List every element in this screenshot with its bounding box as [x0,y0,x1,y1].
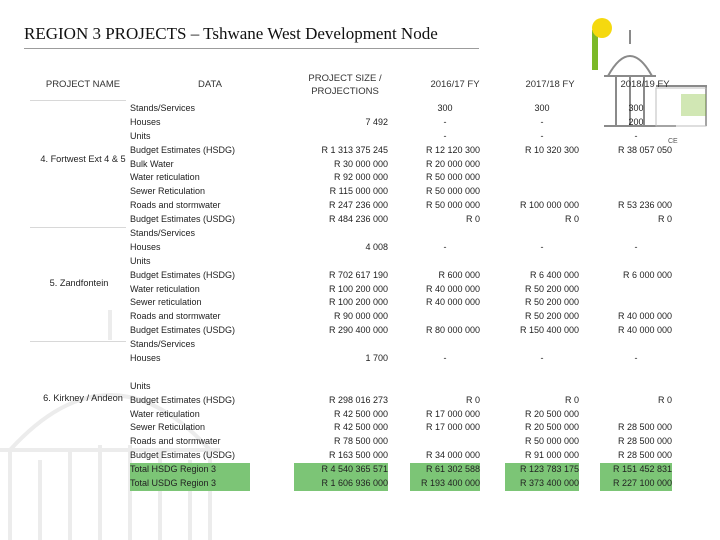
fy1-cell: R 61 302 588 [410,463,480,477]
data-labels-cell: Water reticulation [130,172,200,183]
fy1-cell: R 50 000 000 [425,172,480,183]
fy1-cell: R 17 000 000 [425,408,480,419]
group-divider [30,227,126,228]
fy3-cell [600,338,672,352]
fy2-cell: R 20 500 000 [524,422,579,433]
fy2-cell [505,185,579,199]
header-project-size: PROJECT SIZE / PROJECTIONS [308,73,382,97]
fy2-cell [505,227,579,241]
data-labels-cell: Budget Estimates (HSDG) [130,269,236,280]
fy1-cell [410,435,480,449]
fy2-cell: R 0 [564,214,579,225]
fy2-cell: - [540,116,544,127]
fy1-cell [410,310,480,324]
fy3-cell: R 151 452 831 [600,463,672,477]
fy3-cell: R 53 236 000 [617,200,672,211]
size-cell: R 42 500 000 [333,408,388,419]
header-fy-2018-19: 2018/19 FY [620,79,670,90]
data-labels-cell: Water reticulation [130,283,200,294]
data-labels-cell: Stands/Services [130,228,196,239]
size-cell: R 1 606 936 000 [294,477,388,491]
data-labels-cell: Sewer reticulation [130,297,202,308]
data-labels-cell: Roads and stormwater [130,311,221,322]
fy-2018-19-column [600,102,672,491]
size-cell: R 100 200 000 [328,297,388,308]
fy1-cell: R 17 000 000 [425,422,480,433]
size-cell: R 78 500 000 [333,436,388,447]
data-labels-cell: Houses [130,116,161,127]
size-cell: R 298 016 273 [328,394,388,405]
data-labels-cell: Budget Estimates (USDG) [130,325,236,336]
data-labels-cell: Budget Estimates (HSDG) [130,144,236,155]
size-cell: 1 700 [365,353,388,364]
fy3-cell [600,380,672,394]
fy3-cell [600,366,672,380]
fy3-cell: R 28 500 000 [617,436,672,447]
fy3-cell: R 40 000 000 [617,311,672,322]
project-kirkney-andeon: 6. Kirkney / Andeon [43,393,123,403]
fy-2016-17-column [410,102,480,491]
fy2-cell: R 50 200 000 [524,297,579,308]
size-cell: R 484 236 000 [328,214,388,225]
data-label-column [130,102,250,491]
size-cell [294,380,388,394]
size-cell: R 100 200 000 [328,283,388,294]
header-divider [30,100,126,101]
fy1-cell: R 50 000 000 [425,186,480,197]
data-labels-cell: Stands/Services [130,339,196,350]
fy3-cell: R 227 100 000 [600,477,672,491]
fy3-cell [600,255,672,269]
size-cell: 4 008 [365,241,388,252]
data-labels-cell: Budget Estimates (USDG) [130,214,236,225]
fy3-cell: R 0 [657,394,672,405]
fy3-cell [600,158,672,172]
fy3-cell: R 38 057 050 [617,144,672,155]
group-divider [30,341,126,342]
size-cell [294,255,388,269]
project-fortwest: 4. Fortwest Ext 4 & 5 [40,154,126,164]
fy2-cell: R 50 000 000 [524,436,579,447]
title-divider [24,48,479,49]
size-cell: 7 492 [365,116,388,127]
fy3-cell: 300 [628,103,644,113]
size-cell: R 115 000 000 [329,186,388,197]
fy1-cell: R 0 [465,214,480,225]
fy1-cell: R 80 000 000 [425,325,480,336]
fy3-cell: R 6 000 000 [622,269,672,280]
fy1-cell [410,338,480,352]
fy2-cell [505,255,579,269]
fy-2017-18-column [505,102,579,491]
data-labels-cell: Stands/Services [130,103,196,113]
fy1-cell: R 600 000 [438,269,480,280]
data-labels-cell: Roads and stormwater [130,436,221,447]
fy1-cell [410,227,480,241]
fy2-cell: R 150 400 000 [519,325,579,336]
fy2-cell [505,366,579,380]
fy3-cell: 200 [628,116,644,127]
fy2-cell [505,338,579,352]
logo-label: CE [668,138,678,145]
fy1-cell: 300 [437,103,453,113]
header-fy-2016-17: 2016/17 FY [430,79,480,90]
data-labels-cell: Units [130,130,151,141]
fy3-cell: R 28 500 000 [617,450,672,461]
data-labels-cell: Houses [130,353,161,364]
data-labels-cell: Water reticulation [130,408,200,419]
fy3-cell [600,283,672,297]
header-project-name: PROJECT NAME [45,79,121,90]
fy1-cell: R 34 000 000 [425,450,480,461]
project-size-column [294,102,388,491]
size-cell [294,338,388,352]
fy2-cell [505,158,579,172]
fy3-cell [600,296,672,310]
fy3-cell: R 0 [657,214,672,225]
fy2-cell: R 0 [564,394,579,405]
fy3-cell: R 28 500 000 [617,422,672,433]
size-cell [294,130,388,144]
header-data: DATA [198,79,222,90]
data-labels-cell: Units [130,255,151,266]
data-labels-cell: Bulk Water [130,158,174,169]
fy1-cell [410,366,480,380]
fy1-cell [410,255,480,269]
size-cell: R 42 500 000 [333,422,388,433]
fy2-cell [505,171,579,185]
fy3-cell: - [634,241,638,252]
size-cell [294,366,388,380]
fy2-cell: - [540,353,544,364]
fy1-cell: R 50 000 000 [425,200,480,211]
size-cell: R 247 236 000 [328,200,388,211]
fy2-cell: R 123 783 175 [505,463,579,477]
fy1-cell: - [443,241,447,252]
data-labels-cell: Total HSDG Region 3 [130,463,250,477]
fy2-cell: R 50 200 000 [524,283,579,294]
data-labels-cell: Budget Estimates (HSDG) [130,394,236,405]
data-labels-cell: Houses [130,241,161,252]
fy1-cell [410,380,480,394]
fy2-cell: R 91 000 000 [524,450,579,461]
fy1-cell: R 0 [465,394,480,405]
fy1-cell: R 40 000 000 [425,297,480,308]
fy1-cell: R 40 000 000 [425,283,480,294]
fy3-cell: R 40 000 000 [617,325,672,336]
fy3-cell [600,185,672,199]
data-labels-cell: Units [130,380,151,391]
size-cell [294,102,388,116]
fy2-cell: R 10 320 300 [524,144,579,155]
fy2-cell: - [540,130,544,141]
project-zandfontein: 5. Zandfontein [49,278,109,288]
header-fy-2017-18: 2017/18 FY [525,79,575,90]
data-labels-cell: Sewer Reticulation [130,422,206,433]
size-cell: R 290 400 000 [328,325,388,336]
fy2-cell: R 100 000 000 [519,200,579,211]
page-title: REGION 3 PROJECTS – Tshwane West Development Node [24,24,438,43]
fy3-cell [600,227,672,241]
fy3-cell: - [634,130,638,141]
fy3-cell: - [634,353,638,364]
data-labels-cell: Sewer Reticulation [130,186,206,197]
data-labels-cell: Budget Estimates (USDG) [130,450,236,461]
fy2-cell: R 20 500 000 [524,408,579,419]
fy1-cell: R 193 400 000 [410,477,480,491]
fy1-cell: R 12 120 300 [425,144,480,155]
size-cell: R 702 617 190 [328,269,388,280]
size-cell: R 92 000 000 [333,172,388,183]
fy2-cell: 300 [534,103,550,113]
size-cell: R 30 000 000 [333,158,388,169]
data-labels-cell: Total USDG Region 3 [130,477,250,491]
data-labels-cell [130,366,250,380]
data-labels-cell: Roads and stormwater [130,200,221,211]
size-cell: R 163 500 000 [328,450,388,461]
fy3-cell [600,171,672,185]
fy2-cell: R 373 400 000 [505,477,579,491]
size-cell [294,227,388,241]
fy2-cell: R 50 200 000 [524,311,579,322]
size-cell: R 1 313 375 245 [321,144,388,155]
size-cell: R 4 540 365 571 [294,463,388,477]
fy1-cell: R 20 000 000 [425,158,480,169]
fy3-cell [600,408,672,422]
fy1-cell: - [443,130,447,141]
fy2-cell: - [540,241,544,252]
size-cell: R 90 000 000 [333,311,388,322]
fy1-cell: - [443,116,447,127]
fy1-cell: - [443,353,447,364]
fy2-cell [505,380,579,394]
fy2-cell: R 6 400 000 [529,269,579,280]
